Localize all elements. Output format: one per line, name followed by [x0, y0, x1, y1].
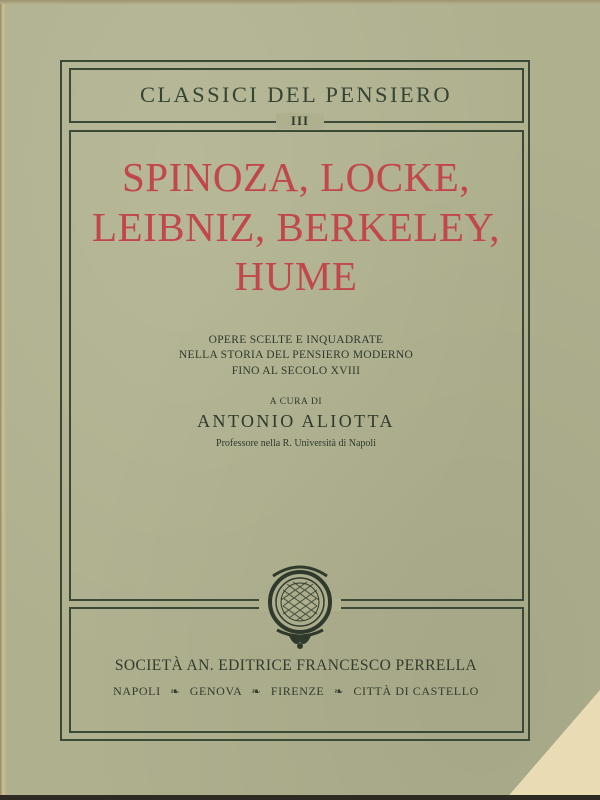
top-edge-wear: [0, 0, 600, 4]
volume-number: III: [276, 113, 324, 129]
editor-prefix: A CURA DI: [269, 397, 323, 407]
fleuron-icon: ❧: [170, 686, 181, 698]
spine-wear: [0, 0, 7, 800]
publisher-name: SOCIETÀ AN. EDITRICE FRANCESCO PERRELLA: [114, 657, 478, 674]
fleuron-icon: ❧: [333, 686, 344, 698]
editor-role: Professore nella R. Università di Napoli: [216, 438, 376, 449]
series-title: CLASSICI DEL PENSIERO: [139, 82, 453, 107]
book-title-line-3: HUME: [234, 253, 358, 299]
city-citta-di-castello: CITTÀ DI CASTELLO: [353, 684, 479, 698]
torn-corner: [505, 690, 600, 800]
subtitle-line-3: FINO AL SECOLO XVIII: [231, 365, 361, 377]
bottom-edge-shadow: [0, 795, 600, 800]
publisher-cities: [70, 684, 522, 699]
city-genova: GENOVA: [189, 684, 242, 698]
book-title-line-2: LEIBNIZ, BERKELEY,: [92, 204, 500, 250]
fleuron-icon: ❧: [251, 686, 262, 698]
publisher-seal-icon: [259, 562, 341, 652]
subtitle-line-2: NELLA STORIA DEL PENSIERO MODERNO: [178, 349, 414, 361]
book-title-line-1: SPINOZA, LOCKE,: [121, 154, 471, 200]
editor-name: ANTONIO ALIOTTA: [197, 411, 395, 431]
city-firenze: FIRENZE: [270, 684, 325, 698]
subtitle-line-1: OPERE SCELTE E INQUADRATE: [208, 334, 384, 346]
city-napoli: NAPOLI: [113, 684, 161, 698]
